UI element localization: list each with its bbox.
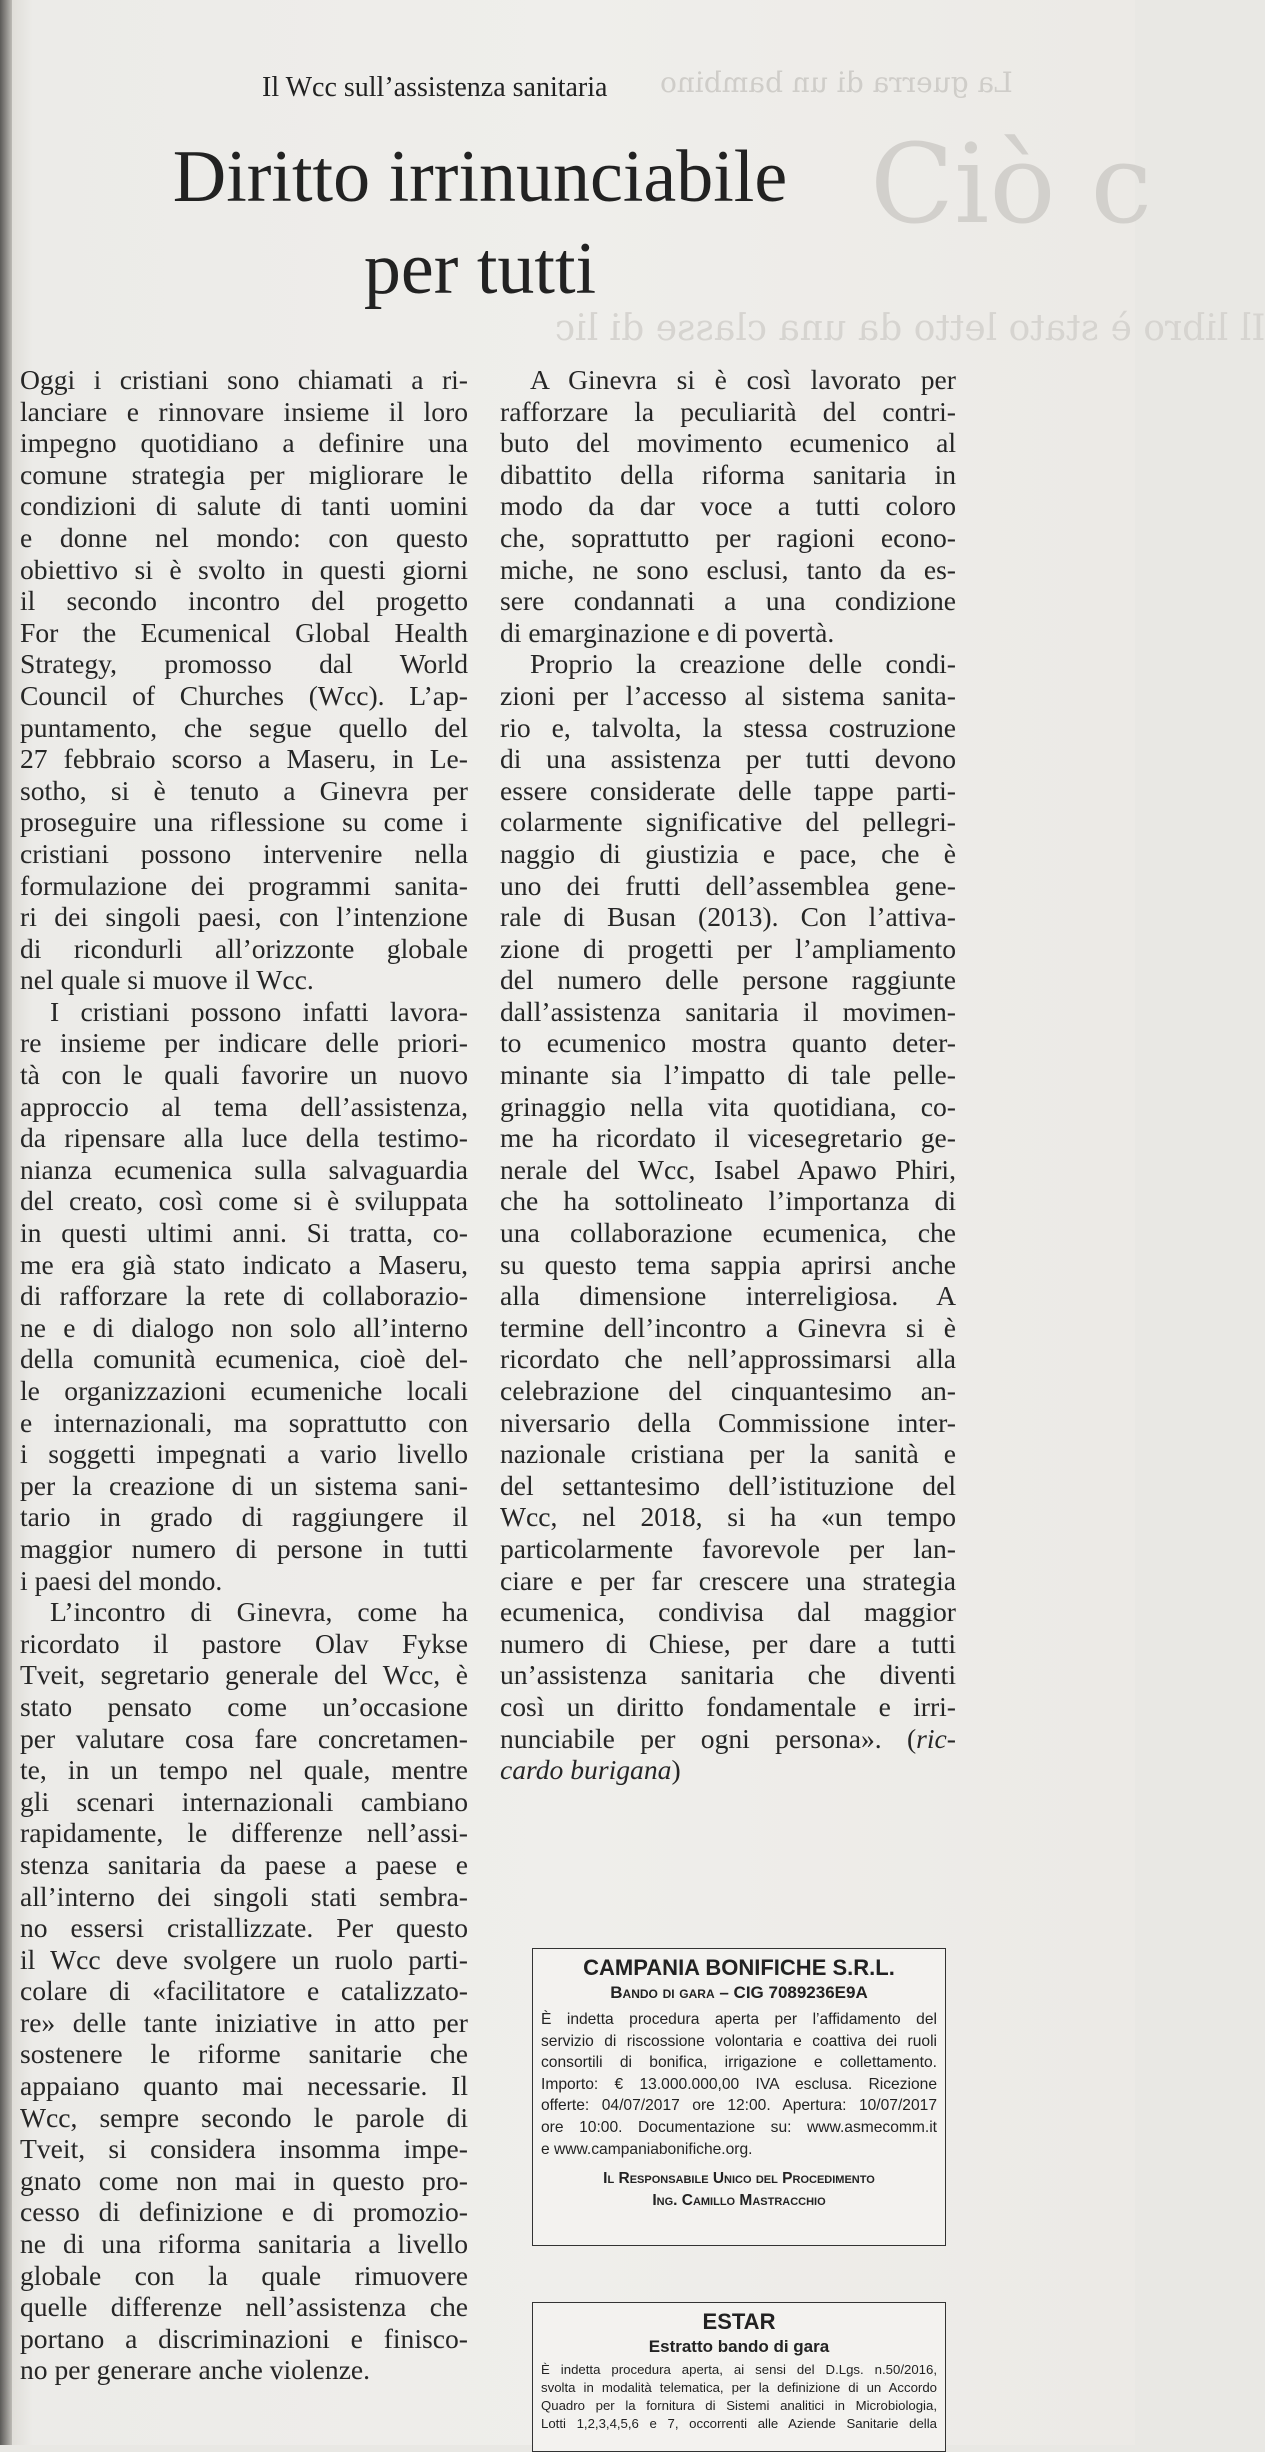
- text-line: del creato, così come si è sviluppata: [20, 1185, 468, 1217]
- text-line: del settantesimo dell’istituzione del: [500, 1469, 956, 1501]
- text-line: tà con le quali favorire un nuovo: [20, 1059, 468, 1091]
- text-line: obiettivo si è svolto in questi giorni: [20, 553, 468, 585]
- text-line: formulazione dei programmi sanita-: [20, 869, 468, 901]
- text-line: della comunità ecumenica, cioè del-: [20, 1343, 468, 1375]
- text-line: naggio di giustizia e pace, che è: [500, 837, 956, 869]
- ad-text-line: ore 10:00. Documentazione su: www.asmecomm.it: [541, 2118, 937, 2136]
- text-line: minante sia l’impatto di tale pelle-: [500, 1059, 956, 1091]
- article-right-column: [500, 364, 956, 1786]
- text-line: buto del movimento ecumenico al: [500, 427, 956, 459]
- text-line: uno dei frutti dell’assemblea gene-: [500, 869, 956, 901]
- text-line: comune strategia per migliorare le: [20, 458, 468, 490]
- ad-text-line: offerte: 04/07/2017 ore 12:00. Apertura: 10/07/2017: [541, 2097, 937, 2115]
- text-line: che, soprattutto per ragioni econo-: [500, 521, 956, 553]
- text-line: di emarginazione e di povertà.: [500, 616, 835, 648]
- text-line: sotho, si è tenuto a Ginevra per: [20, 774, 468, 806]
- text-line: per la creazione di un sistema sani-: [20, 1469, 468, 1501]
- text-line: in questi ultimi anni. Si tratta, co-: [20, 1217, 468, 1249]
- ad-text-line: È indetta procedura aperta, ai sensi del D.Lgs. n.50/2016,: [541, 2362, 937, 2377]
- ad-campania-subtitle: Bando di gara – CIG 7089236E9A: [610, 1983, 868, 2002]
- text-line: ri dei singoli paesi, con l’intenzione: [20, 901, 468, 933]
- text-line: appaiano quanto mai necessarie. Il: [20, 2070, 468, 2102]
- text-line: Wcc, sempre secondo le parole di: [20, 2101, 468, 2133]
- ad-text-line: Importo: € 13.000.000,00 IVA esclusa. Ricezione: [541, 2075, 937, 2093]
- article-kicker: Il Wcc sull’assistenza sanitaria: [262, 72, 608, 103]
- text-line: celebrazione del cinquantesimo an-: [500, 1375, 956, 1406]
- text-line: globale con la quale rimuovere: [20, 2259, 468, 2291]
- ad-estar-title: ESTAR: [702, 2309, 776, 2334]
- text-line: ne di una riforma sanitaria a livello: [20, 2228, 468, 2260]
- text-line: I cristiani possono infatti lavora-: [50, 995, 468, 1027]
- ad-campania-footer-1: Il Responsabile Unico del Procedimento: [603, 2170, 875, 2188]
- text-line: per valutare cosa fare concretamen-: [20, 1722, 468, 1754]
- text-line: stato pensato come un’occasione: [20, 1690, 468, 1722]
- ad-campania-title: CAMPANIA BONIFICHE S.R.L.: [583, 1955, 895, 1980]
- text-line: no per generare anche violenze.: [20, 2354, 371, 2386]
- text-line: alla dimensione interreligiosa. A: [500, 1280, 956, 1312]
- text-line: lanciare e rinnovare insieme il loro: [20, 395, 468, 427]
- text-line: sostenere le riforme sanitarie che: [20, 2038, 468, 2070]
- text-line: approccio al tema dell’assistenza,: [20, 1090, 468, 1122]
- text-line: rapidamente, le differenze nell’assi-: [20, 1817, 468, 1849]
- text-line: gnato come non mai in questo pro-: [20, 2164, 468, 2196]
- text-line: dall’assistenza sanitaria il movimen-: [500, 995, 956, 1027]
- page-fold-shadow: [0, 0, 12, 2445]
- text-line: ne e di dialogo non solo all’interno: [20, 1311, 468, 1343]
- text-line: da ripensare alla luce della testimo-: [20, 1122, 468, 1154]
- ad-estar: [532, 2302, 946, 2452]
- text-line: cristiani possono intervenire nella: [20, 837, 468, 869]
- text-line: quelle differenze nell’assistenza che: [20, 2291, 468, 2323]
- text-line: le organizzazioni ecumeniche locali: [20, 1375, 468, 1406]
- text-line: maggior numero di persone in tutti: [20, 1532, 468, 1564]
- text-line: Council of Churches (Wcc). L’ap-: [20, 679, 468, 711]
- text-line: rale di Busan (2013). Con l’attiva-: [500, 901, 956, 933]
- text-line: condizioni di salute di tanti uomini: [20, 490, 468, 522]
- text-line: me era già stato indicato a Maseru,: [20, 1248, 468, 1280]
- text-line: colare di «facilitatore e catalizzato-: [20, 1975, 468, 2007]
- text-line: miche, ne sono esclusi, tanto da es-: [500, 553, 956, 585]
- text-line: stenza sanitaria da paese a paese e: [20, 1848, 468, 1880]
- ad-estar-subtitle: Estratto bando di gara: [648, 2337, 830, 2356]
- text-line: e internazionali, ma soprattutto con: [20, 1406, 468, 1438]
- text-line: i paesi del mondo.: [20, 1564, 223, 1596]
- text-line: di ricondurli all’orizzonte globale: [20, 932, 468, 964]
- text-line: re insieme per indicare delle priori-: [20, 1027, 468, 1059]
- text-line: puntamento, che segue quello del: [20, 711, 468, 743]
- text-line: così un diritto fondamentale e irri-: [500, 1690, 956, 1722]
- text-line: portano a discriminazioni e finisco-: [20, 2322, 468, 2354]
- text-line: impegno quotidiano a definire una: [20, 427, 468, 459]
- ad-text-line: consortili di bonifica, irrigazione e collettamento.: [541, 2054, 937, 2072]
- text-line: su questo tema sappia aprirsi anche: [500, 1248, 956, 1280]
- text-line: niversario della Commissione inter-: [500, 1406, 956, 1438]
- text-line: A Ginevra si è così lavorato per: [530, 364, 956, 395]
- text-line: Tveit, si considera insomma impe-: [20, 2133, 468, 2165]
- text-line: Strategy, promosso dal World: [20, 648, 468, 680]
- text-line: nianza ecumenica sulla salvaguardia: [20, 1153, 468, 1185]
- bleed-through-small: La guerra di un bambino: [660, 66, 1013, 99]
- headline-line-2: per tutti: [363, 228, 597, 310]
- text-line: di rafforzare la rete di collaborazio-: [20, 1280, 468, 1312]
- text-line: dibattito della riforma sanitaria in: [500, 458, 956, 490]
- text-line: ecumenica, condivisa dal maggior: [500, 1596, 956, 1628]
- text-line: e donne nel mondo: con questo: [20, 521, 468, 553]
- text-line: zioni per l’accesso al sistema sanita-: [500, 679, 956, 711]
- text-line: nunciabile per ogni persona». (ric-: [500, 1722, 956, 1754]
- text-line: modo da dar voce a tutti coloro: [500, 490, 956, 522]
- text-line: ricordato che nell’approssimarsi alla: [500, 1343, 956, 1375]
- text-line: tario in grado di raggiungere il: [20, 1501, 468, 1533]
- text-line: no essersi cristallizzate. Per questo: [20, 1912, 468, 1944]
- text-line: che ha sottolineato l’importanza di: [500, 1185, 956, 1217]
- bleed-through-mid: Il libro è stato letto da una classe di lic: [555, 308, 1265, 349]
- text-line: del numero delle persone raggiunte: [500, 964, 956, 996]
- text-line: Oggi i cristiani sono chiamati a ri-: [20, 364, 468, 395]
- text-line: nerale del Wcc, Isabel Apawo Phiri,: [500, 1153, 956, 1185]
- text-line: termine dell’incontro a Ginevra si è: [500, 1311, 956, 1343]
- text-line: nel quale si muove il Wcc.: [20, 964, 314, 996]
- text-line: zione di progetti per l’ampliamento: [500, 932, 956, 964]
- text-line: re» delle tante iniziative in atto per: [20, 2006, 468, 2038]
- ad-text-line: servizio di riscossione volontaria e coattiva dei ruoli: [541, 2032, 937, 2050]
- text-line: cardo burigana): [500, 1754, 681, 1786]
- text-line: numero di Chiese, per dare a tutti: [500, 1627, 956, 1659]
- text-line: Tveit, segretario generale del Wcc, è: [20, 1659, 468, 1691]
- text-line: 27 febbraio scorso a Maseru, in Le-: [20, 743, 468, 775]
- article-left-column: [20, 364, 468, 2386]
- text-line: il Wcc deve svolgere un ruolo parti-: [20, 1943, 468, 1975]
- ad-text-line: Lotti 1,2,3,4,5,6 e 7, occorrenti alle Aziende Sanitarie della: [541, 2416, 937, 2431]
- text-line: un’assistenza sanitaria che diventi: [500, 1659, 956, 1691]
- text-line: di una assistenza per tutti devono: [500, 743, 956, 775]
- ad-campania-body: [541, 2009, 937, 2160]
- text-line: For the Ecumenical Global Health: [20, 616, 468, 648]
- text-line: rafforzare la peculiarità del contri-: [500, 395, 956, 427]
- text-line: essere considerate delle tappe parti-: [500, 774, 956, 806]
- text-line: ricordato il pastore Olav Fykse: [20, 1627, 468, 1659]
- headline-line-1: Diritto irrinunciabile: [172, 136, 788, 218]
- text-line: proseguire una riflessione su come i: [20, 806, 468, 838]
- text-line: sere condannati a una condizione: [500, 585, 956, 617]
- ad-estar-body: [541, 2361, 937, 2433]
- ad-text-line: Quadro per la fornitura di Sistemi analitici in Microbiologia,: [541, 2398, 937, 2413]
- ad-text-line: È indetta procedura aperta per l’affidamento del: [541, 2011, 937, 2028]
- text-line: nazionale cristiana per la sanità e: [500, 1438, 956, 1470]
- ad-campania-bonifiche: [532, 1948, 946, 2246]
- text-line: rio e, talvolta, la stessa costruzione: [500, 711, 956, 743]
- text-line: Proprio la creazione delle condi-: [530, 648, 956, 680]
- ad-campania-footer-2: Ing. Camillo Mastracchio: [652, 2192, 826, 2210]
- ad-text-line: svolta in modalità telematica, per la definizione di un Accordo: [541, 2380, 937, 2395]
- bleed-through-big: Ciò c: [870, 120, 1153, 248]
- text-line: una collaborazione ecumenica, che: [500, 1217, 956, 1249]
- text-line: particolarmente favorevole per lan-: [500, 1532, 956, 1564]
- text-line: colarmente significative del pellegri-: [500, 806, 956, 838]
- text-line: L’incontro di Ginevra, come ha: [50, 1596, 468, 1628]
- ad-text-line: e www.campaniabonifiche.org.: [541, 2140, 753, 2158]
- text-line: to ecumenico mostra quanto deter-: [500, 1027, 956, 1059]
- text-line: te, in un tempo nel quale, mentre: [20, 1754, 468, 1786]
- text-line: i soggetti impegnati a vario livello: [20, 1438, 468, 1470]
- text-line: il secondo incontro del progetto: [20, 585, 468, 617]
- text-line: me ha ricordato il vicesegretario ge-: [500, 1122, 956, 1154]
- text-line: cesso di definizione e di promozio-: [20, 2196, 468, 2228]
- text-line: ciare e per far crescere una strategia: [500, 1564, 956, 1596]
- text-line: Wcc, nel 2018, si ha «un tempo: [500, 1501, 956, 1533]
- text-line: all’interno dei singoli stati sembra-: [20, 1880, 468, 1912]
- text-line: grinaggio nella vita quotidiana, co-: [500, 1090, 956, 1122]
- text-line: gli scenari internazionali cambiano: [20, 1785, 468, 1817]
